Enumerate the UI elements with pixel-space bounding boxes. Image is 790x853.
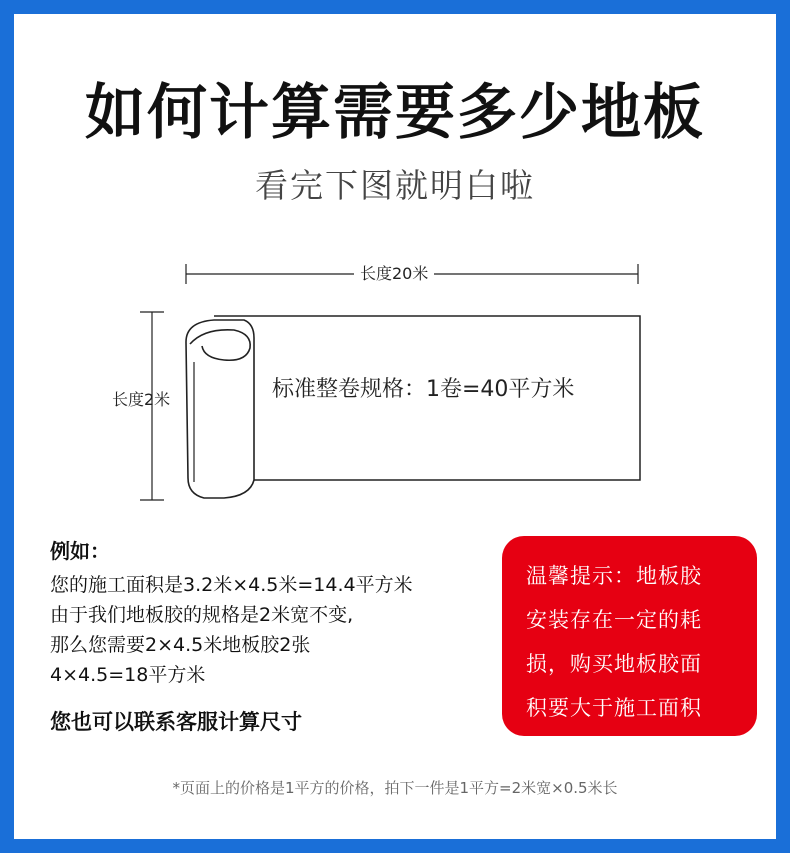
width-label: 长度2米 [112,390,171,409]
example-section [50,536,490,690]
price-footnote: *页面上的价格是1平方的价格，拍下一件是1平方=2米宽×0.5米长 [172,779,618,797]
page-subtitle: 看完下图就明白啦 [255,166,535,205]
example-line: 4×4.5=18平方米 [50,664,206,686]
example-line: 您的施工面积是3.2米×4.5米=14.4平方米 [50,574,413,596]
example-line: 那么您需要2×4.5米地板胶2张 [50,634,311,656]
example-heading: 例如： [50,539,110,563]
roll-spec-text: 标准整卷规格：1卷=40平方米 [272,377,575,402]
notice-line: 损，购买地板胶面 [526,652,702,676]
example-line: 由于我们地板胶的规格是2米宽不变, [50,604,354,626]
notice-line: 积要大于施工面积 [526,696,702,720]
notice-line: 温馨提示：地板胶 [526,564,702,588]
notice-line: 安装存在一定的耗 [526,608,702,632]
contact-service-text: 您也可以联系客服计算尺寸 [50,710,302,734]
content-card [14,14,776,839]
roll-body [186,320,254,498]
notice-box [502,536,757,736]
page-title: 如何计算需要多少地板 [85,78,705,148]
roll-diagram [54,242,734,522]
length-label: 长度20米 [354,262,434,286]
